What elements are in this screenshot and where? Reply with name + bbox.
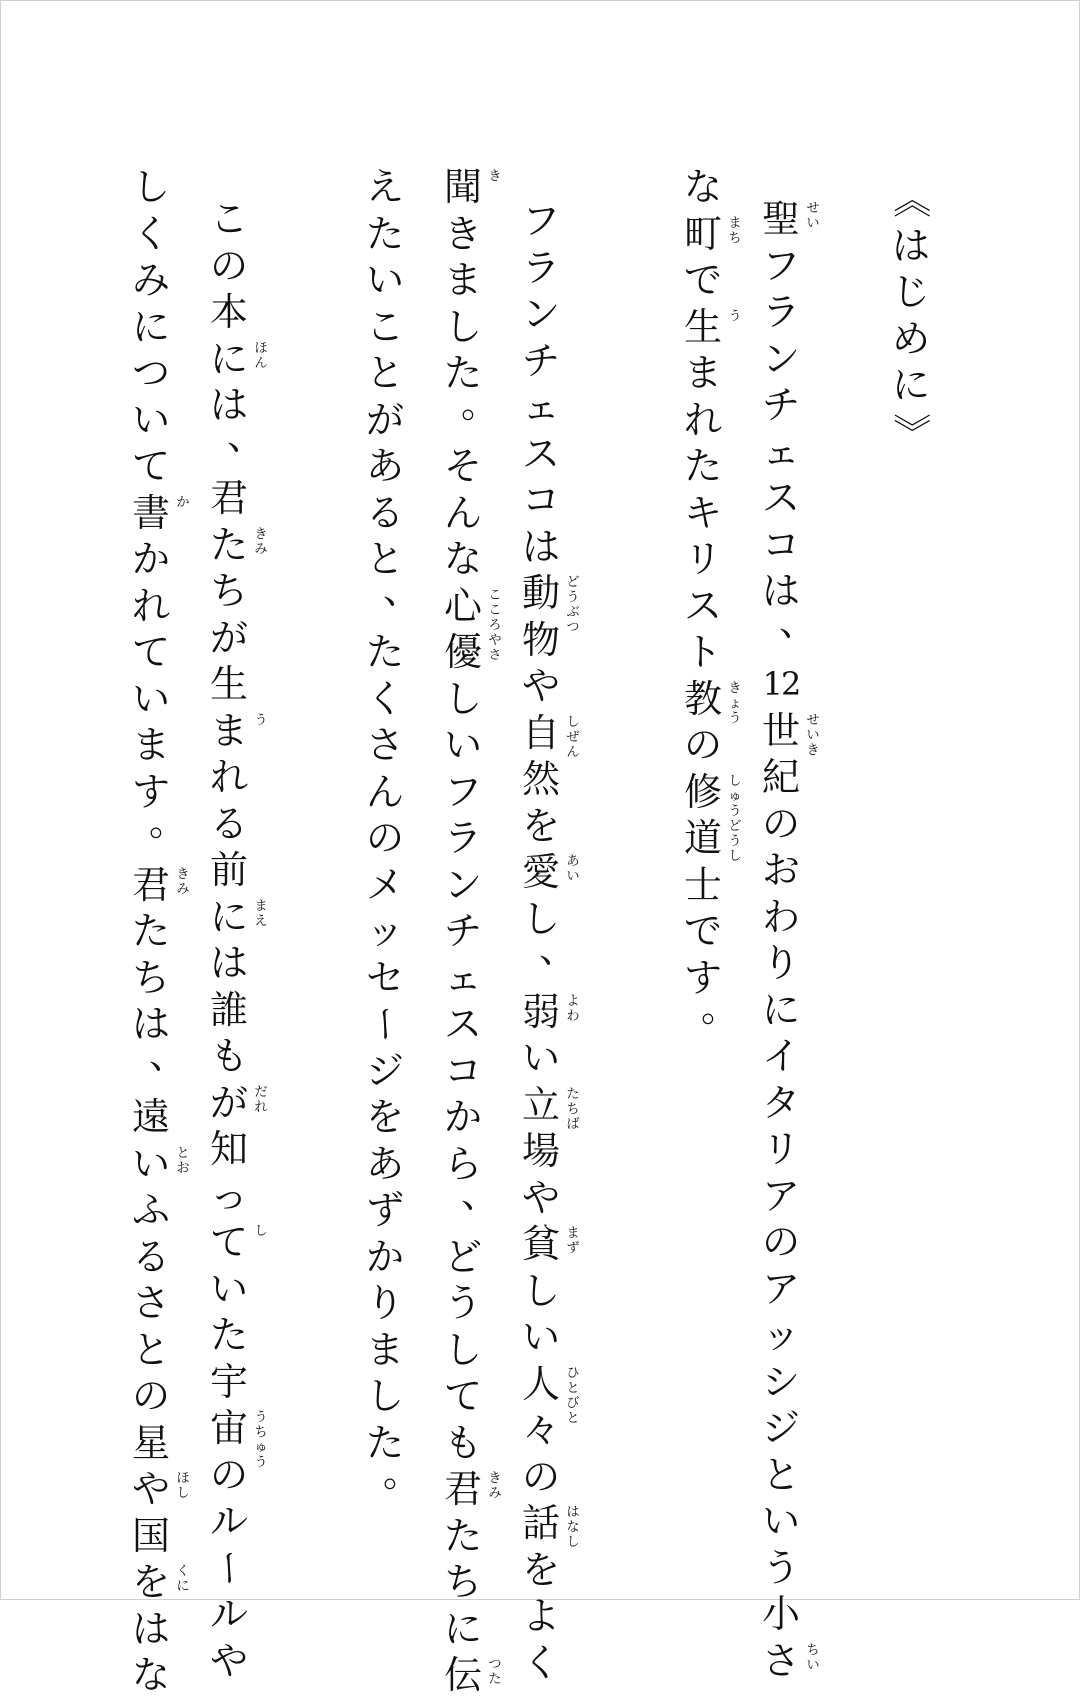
text-glyph: 紀: [761, 755, 800, 799]
furigana: よわ: [566, 993, 580, 1024]
text-glyph: う: [761, 1545, 800, 1590]
text-glyph: 、: [779, 599, 818, 644]
text-glyph: は: [209, 941, 248, 985]
text-glyph: さ: [131, 1281, 170, 1325]
text-glyph: え: [365, 165, 404, 209]
text-glyph: の: [131, 1374, 170, 1418]
text-glyph: 教: [683, 676, 722, 721]
furigana: はなし: [566, 1505, 580, 1550]
text-glyph: め: [891, 316, 930, 361]
text-glyph: い: [131, 676, 170, 721]
text-glyph: た: [443, 1513, 482, 1558]
furigana: せい: [806, 201, 820, 231]
text-glyph: さ: [761, 1638, 800, 1683]
text-glyph: り: [761, 941, 800, 985]
text-glyph: で: [683, 909, 722, 953]
text-glyph: れ: [683, 397, 722, 442]
furigana: まえ: [254, 898, 268, 929]
text-glyph: す: [131, 769, 170, 814]
text-glyph: い: [443, 723, 482, 767]
text-glyph: 小: [761, 1592, 800, 1636]
text-glyph: ち: [131, 955, 170, 1000]
text-glyph: 修: [683, 769, 722, 814]
text-glyph: た: [365, 211, 404, 256]
text-glyph: 星: [131, 1420, 170, 1465]
text-glyph: ル: [209, 1499, 248, 1543]
text-glyph: ン: [521, 292, 560, 336]
text-glyph: そ: [443, 444, 482, 488]
text-glyph: に: [209, 336, 248, 381]
furigana: き: [488, 169, 502, 184]
text-glyph: い: [209, 1266, 248, 1311]
text-glyph: し: [443, 304, 482, 349]
text-glyph: の: [761, 801, 800, 846]
text-glyph: 道: [683, 816, 722, 860]
text-glyph: ー: [207, 1548, 251, 1587]
text-glyph: 国: [131, 1513, 170, 1558]
text-glyph: 誰: [209, 987, 248, 1032]
text-glyph: 町: [683, 211, 722, 256]
text-glyph: り: [365, 1281, 404, 1325]
text-glyph: 自: [521, 710, 560, 755]
text-glyph: フ: [761, 243, 800, 288]
text-glyph: お: [761, 848, 800, 892]
text-glyph: ら: [443, 1141, 482, 1186]
text-glyph: を: [365, 1095, 404, 1139]
text-glyph: 、: [383, 567, 422, 612]
text-glyph: ル: [209, 1592, 248, 1636]
text-glyph: た: [365, 1420, 404, 1465]
text-glyph: は: [521, 524, 560, 569]
text-glyph: い: [131, 1141, 170, 1186]
text-glyph: し: [443, 1327, 482, 1372]
text-glyph: 本: [209, 290, 248, 334]
text-glyph: ラ: [761, 290, 800, 334]
text-glyph: ェ: [521, 385, 560, 429]
text-glyph: た: [443, 351, 482, 395]
text-glyph: を: [521, 803, 560, 848]
furigana: どうぶつ: [566, 575, 580, 635]
text-glyph: ス: [443, 1002, 482, 1046]
text-glyph: の: [209, 243, 248, 288]
text-glyph: 優: [443, 630, 482, 674]
text-glyph: 、: [539, 927, 578, 971]
furigana: まず: [566, 1226, 580, 1256]
text-glyph: は: [761, 569, 800, 613]
text-glyph: て: [131, 444, 170, 488]
furigana: こころやさ: [488, 587, 502, 663]
text-glyph: 伝: [443, 1653, 482, 1697]
text-glyph: ま: [209, 708, 248, 753]
text-glyph: ジ: [761, 1406, 800, 1450]
text-glyph: が: [209, 615, 248, 660]
text-glyph: い: [365, 258, 404, 302]
text-glyph: く: [521, 1640, 560, 1685]
furigana: う: [728, 308, 742, 324]
text-glyph: が: [209, 1080, 248, 1125]
furigana: とお: [176, 1145, 190, 1176]
text-glyph: の: [521, 1454, 560, 1499]
text-glyph: 士: [683, 862, 722, 907]
text-glyph: た: [683, 444, 722, 488]
text-glyph: し: [443, 676, 482, 721]
text-column: [129, 1, 209, 1697]
text-glyph: 生: [209, 662, 248, 706]
text-glyph: た: [209, 522, 248, 567]
text-glyph: は: [131, 1606, 170, 1651]
text-glyph: 動: [521, 571, 560, 615]
text-glyph: 君: [209, 476, 248, 520]
text-glyph: は: [891, 223, 930, 268]
text-glyph: て: [209, 1220, 248, 1264]
furigana: か: [176, 494, 190, 510]
text-glyph: す: [683, 955, 722, 1000]
text-glyph: 生: [683, 304, 722, 349]
text-glyph: 場: [521, 1129, 560, 1173]
text-glyph: 。: [461, 381, 500, 426]
furigana: せいき: [806, 712, 820, 758]
text-glyph: あ: [365, 1141, 404, 1186]
text-glyph: ェ: [761, 429, 800, 474]
furigana: ひとびと: [566, 1365, 580, 1426]
text-column: [759, 1, 839, 1683]
text-glyph: 《: [889, 179, 933, 218]
text-glyph: リ: [683, 537, 722, 581]
furigana: きみ: [254, 526, 268, 557]
text-glyph: ス: [683, 583, 722, 628]
text-glyph: フ: [443, 769, 482, 814]
text-glyph: わ: [761, 894, 800, 939]
text-column: [441, 1, 521, 1697]
text-glyph: や: [131, 1467, 170, 1511]
text-glyph: 物: [521, 617, 560, 662]
text-glyph: 立: [521, 1082, 560, 1127]
text-glyph: な: [683, 165, 722, 209]
furigana: う: [254, 712, 268, 728]
text-glyph: を: [131, 1560, 170, 1604]
text-glyph: の: [365, 816, 404, 860]
text-glyph: に: [443, 1606, 482, 1651]
text-glyph: の: [683, 723, 722, 767]
text-glyph: ん: [365, 769, 404, 814]
text-glyph: ラ: [443, 816, 482, 860]
text-glyph: 君: [443, 1467, 482, 1511]
text-glyph: 心: [443, 583, 482, 628]
text-glyph: 12: [762, 665, 800, 703]
text-glyph: キ: [683, 490, 722, 535]
text-glyph: 々: [521, 1408, 560, 1452]
text-glyph: セ: [365, 955, 404, 1000]
text-glyph: る: [131, 1234, 170, 1279]
text-glyph: も: [443, 1420, 482, 1465]
text-glyph: は: [131, 1002, 170, 1046]
chapter-heading-column: [889, 1, 969, 1599]
text-glyph: て: [443, 1374, 482, 1418]
text-glyph: く: [131, 211, 170, 256]
text-glyph: チ: [521, 338, 560, 383]
text-glyph: っ: [209, 1173, 248, 1218]
text-glyph: ま: [683, 351, 722, 395]
text-glyph: か: [443, 1095, 482, 1139]
text-glyph: た: [209, 1313, 248, 1357]
furigana: たちば: [566, 1086, 580, 1132]
text-glyph: イ: [761, 1034, 800, 1078]
text-glyph: タ: [761, 1080, 800, 1125]
text-glyph: ど: [443, 1234, 482, 1279]
text-glyph: と: [365, 351, 404, 395]
text-glyph: 知: [209, 1127, 248, 1171]
text-glyph: チ: [761, 383, 800, 427]
text-glyph: 》: [889, 412, 933, 451]
text-glyph: リ: [761, 1127, 800, 1171]
text-glyph: ス: [521, 431, 560, 476]
text-glyph: ま: [131, 723, 170, 767]
text-glyph: チ: [443, 909, 482, 953]
text-glyph: ス: [761, 476, 800, 520]
furigana: ほん: [254, 340, 268, 371]
text-glyph: 宙: [209, 1406, 248, 1450]
furigana: だれ: [254, 1084, 268, 1115]
furigana: まち: [728, 215, 742, 246]
text-glyph: さ: [365, 723, 404, 767]
text-glyph: が: [365, 397, 404, 442]
text-glyph: ア: [761, 1173, 800, 1218]
text-glyph: た: [131, 909, 170, 953]
text-glyph: ェ: [443, 955, 482, 1000]
text-glyph: で: [683, 258, 722, 302]
text-column: [519, 1, 599, 1685]
text-glyph: シ: [761, 1359, 800, 1404]
text-glyph: コ: [521, 478, 560, 522]
text-glyph: ー: [363, 1004, 407, 1043]
text-glyph: れ: [131, 583, 170, 628]
text-glyph: ず: [365, 1188, 404, 1232]
text-glyph: こ: [365, 304, 404, 349]
text-column: [207, 1, 287, 1683]
text-glyph: ト: [683, 630, 722, 674]
text-glyph: る: [209, 801, 248, 846]
text-glyph: み: [131, 258, 170, 302]
text-glyph: い: [521, 1315, 560, 1359]
furigana: くに: [176, 1564, 190, 1594]
text-glyph: 遠: [131, 1095, 170, 1139]
furigana: きみ: [176, 866, 190, 897]
text-column: [363, 1, 443, 1599]
text-glyph: ッ: [761, 1313, 800, 1357]
furigana: きょう: [728, 680, 742, 726]
text-glyph: れ: [209, 755, 248, 799]
text-glyph: に: [891, 363, 930, 407]
text-glyph: 。: [149, 800, 188, 844]
text-glyph: つ: [131, 351, 170, 395]
furigana: ほし: [176, 1471, 190, 1501]
text-glyph: 聖: [761, 197, 800, 241]
text-glyph: ッ: [365, 909, 404, 953]
text-glyph: 貧: [521, 1222, 560, 1266]
text-glyph: 君: [131, 862, 170, 907]
text-glyph: ん: [443, 490, 482, 535]
text-glyph: や: [521, 1175, 560, 1220]
text-glyph: る: [365, 490, 404, 535]
text-glyph: メ: [365, 862, 404, 907]
furigana: あい: [566, 854, 580, 884]
text-glyph: 前: [209, 848, 248, 892]
text-glyph: 話: [521, 1501, 560, 1545]
text-glyph: や: [209, 1638, 248, 1683]
text-glyph: し: [521, 1268, 560, 1313]
text-glyph: 聞: [443, 165, 482, 209]
text-glyph: に: [209, 894, 248, 939]
text-glyph: し: [131, 165, 170, 209]
furigana: つた: [488, 1657, 502, 1687]
text-glyph: と: [131, 1327, 170, 1372]
text-glyph: や: [521, 664, 560, 708]
text-glyph: か: [131, 537, 170, 581]
text-glyph: い: [761, 1499, 800, 1543]
text-glyph: フ: [521, 199, 560, 243]
text-glyph: も: [209, 1034, 248, 1078]
furigana: しゅうどうし: [728, 773, 742, 864]
text-glyph: し: [365, 1374, 404, 1418]
text-glyph: ち: [443, 1560, 482, 1604]
text-glyph: ふ: [131, 1188, 170, 1232]
text-glyph: 然: [521, 757, 560, 801]
text-glyph: は: [209, 383, 248, 427]
text-glyph: ア: [761, 1266, 800, 1311]
text-glyph: と: [761, 1452, 800, 1497]
text-glyph: 、: [149, 1032, 188, 1077]
text-glyph: じ: [891, 270, 930, 314]
text-glyph: ち: [209, 569, 248, 613]
text-glyph: ま: [365, 1327, 404, 1372]
text-glyph: コ: [443, 1048, 482, 1093]
text-glyph: な: [131, 1653, 170, 1697]
text-glyph: を: [521, 1547, 560, 1592]
text-glyph: な: [443, 537, 482, 581]
text-glyph: ン: [761, 336, 800, 381]
furigana: し: [254, 1224, 268, 1239]
text-glyph: 、: [461, 1172, 500, 1216]
text-glyph: に: [761, 987, 800, 1032]
text-glyph: て: [131, 630, 170, 674]
furigana: ちい: [806, 1642, 820, 1673]
text-glyph: し: [521, 896, 560, 941]
text-glyph: ラ: [521, 245, 560, 290]
text-glyph: の: [761, 1220, 800, 1264]
text-glyph: 。: [701, 986, 740, 1030]
text-glyph: く: [365, 676, 404, 721]
text-glyph: い: [521, 1036, 560, 1080]
furigana: きみ: [488, 1471, 502, 1501]
text-glyph: 人: [521, 1361, 560, 1406]
text-glyph: に: [131, 304, 170, 349]
text-glyph: き: [443, 211, 482, 256]
text-glyph: の: [209, 1452, 248, 1497]
text-glyph: こ: [209, 197, 248, 241]
text-glyph: と: [365, 537, 404, 581]
text-glyph: あ: [365, 444, 404, 488]
text-glyph: 弱: [521, 989, 560, 1034]
text-glyph: 書: [131, 490, 170, 535]
text-glyph: よ: [521, 1594, 560, 1638]
text-glyph: 愛: [521, 850, 560, 894]
text-glyph: ジ: [365, 1048, 404, 1093]
text-glyph: 。: [383, 1451, 422, 1495]
text-glyph: ま: [443, 258, 482, 302]
text-glyph: う: [443, 1281, 482, 1325]
text-glyph: ン: [443, 862, 482, 907]
text-glyph: 宇: [209, 1359, 248, 1404]
text-glyph: た: [365, 630, 404, 674]
text-glyph: 世: [761, 708, 800, 753]
furigana: しぜん: [566, 714, 580, 760]
text-glyph: い: [131, 397, 170, 442]
text-glyph: 、: [227, 413, 266, 458]
text-column: [681, 1, 761, 1599]
text-glyph: か: [365, 1234, 404, 1279]
furigana: うちゅう: [254, 1410, 268, 1470]
text-glyph: コ: [761, 522, 800, 567]
